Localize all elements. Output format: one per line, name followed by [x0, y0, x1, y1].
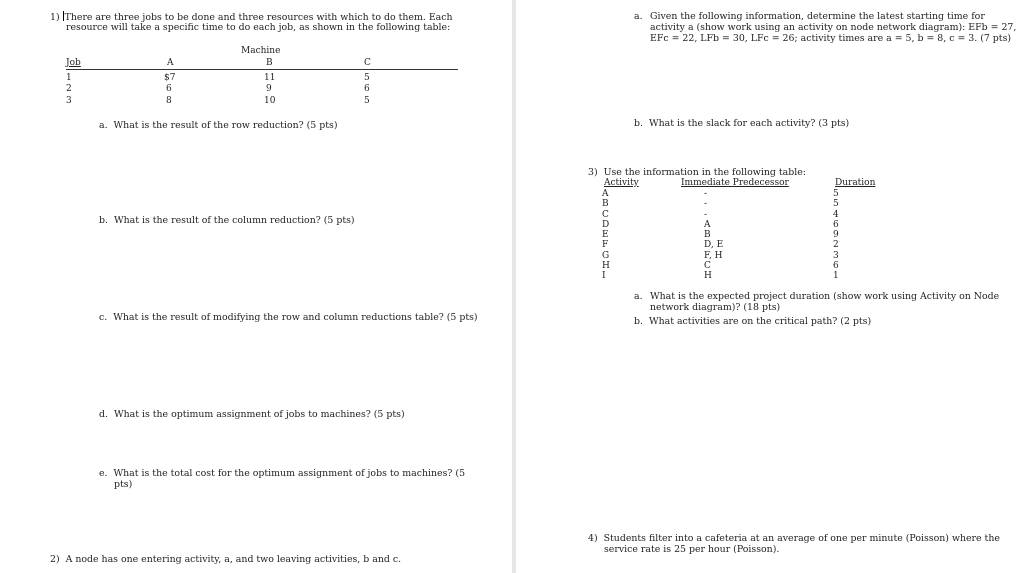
document-page-right — [516, 0, 1024, 573]
duration-cell: 4 — [833, 209, 839, 220]
question-2a-line-3: EFc = 22, LFb = 30, LFc = 26; activity times are a = 5, b = 8, c = 3. (7 pts) — [650, 33, 1012, 44]
question-2b: b. What is the slack for each activity? (3 pts) — [634, 118, 850, 129]
q3-activity-column — [602, 189, 614, 282]
question-3b: b. What activities are on the critical path? (2 pts) — [634, 316, 872, 327]
machine-header: Machine — [241, 46, 281, 56]
question-3a-line-2: network diagram)? (18 pts) — [650, 302, 781, 313]
question-2a-line-2: activity a (show work using an activity on node network diagram): EFb = 27, — [650, 22, 1017, 33]
table-cell: 5 — [364, 96, 370, 106]
question-1-line-2: resource will take a specific time to do each job, as shown in the following table: — [66, 22, 451, 33]
duration-cell: 5 — [833, 199, 839, 210]
table-cell: 9 — [266, 84, 272, 94]
question-1-line-1: 1) There are three jobs to be done and three resources with which to do them. Each — [50, 12, 453, 23]
predecessor-cell: D, E — [704, 240, 724, 251]
question-3-intro: 3) Use the information in the following table: — [588, 167, 806, 178]
table-cell: 10 — [264, 96, 276, 106]
predecessor-cell: H — [704, 271, 712, 282]
question-1e-line-1: e. What is the total cost for the optimum assignment of jobs to machines? (5 — [99, 468, 466, 479]
duration-cell: 1 — [833, 271, 839, 282]
duration-cell: 3 — [833, 250, 839, 261]
activity-cell: H — [602, 261, 610, 272]
question-2: 2) A node has one entering activity, a, and two leaving activities, b and c. — [50, 554, 402, 565]
q3-predecessor-column — [704, 189, 728, 282]
question-3a-line-1: What is the expected project duration (show work using Activity on Node — [650, 291, 1000, 302]
predecessor-cell: - — [704, 199, 708, 210]
table-cell: $7 — [164, 73, 176, 83]
duration-cell: 2 — [833, 240, 839, 251]
predecessor-cell: B — [704, 230, 711, 241]
q3-header-predecessor: Immediate Predecessor — [681, 178, 789, 188]
duration-cell: 5 — [833, 189, 839, 199]
predecessor-cell: F, H — [704, 250, 723, 261]
question-2a-marker: a. — [634, 11, 643, 22]
duration-cell: 6 — [833, 261, 839, 272]
activity-cell: G — [602, 250, 610, 261]
question-1e-line-2: pts) — [114, 479, 133, 490]
activity-cell: C — [602, 209, 609, 220]
activity-cell: D — [602, 219, 610, 230]
question-1-number: 1) — [50, 12, 60, 23]
table-cell: 2 — [66, 84, 72, 94]
activity-cell: E — [602, 230, 609, 241]
activity-cell: F — [602, 240, 609, 251]
question-1b: b. What is the result of the column reduction? (5 pts) — [99, 215, 355, 226]
text-cursor — [63, 11, 64, 21]
predecessor-cell: C — [704, 261, 711, 272]
table-cell: 6 — [166, 84, 172, 94]
question-4-line-1: 4) Students filter into a cafeteria at an average of one per minute (Poisson) where the — [588, 533, 1000, 544]
table-cell: 6 — [364, 84, 370, 94]
predecessor-cell: - — [704, 189, 708, 199]
table-header-b: B — [266, 58, 273, 68]
table-cell: 3 — [66, 96, 72, 106]
table-header-c: C — [364, 58, 371, 68]
question-1c: c. What is the result of modifying the row and column reductions table? (5 pts) — [99, 312, 478, 323]
activity-cell: I — [602, 271, 606, 282]
duration-cell: 6 — [833, 219, 839, 230]
predecessor-cell: - — [704, 209, 708, 220]
question-4-line-2: service rate is 25 per hour (Poisson). — [604, 544, 780, 555]
predecessor-cell: A — [704, 219, 711, 230]
table-cell: 8 — [166, 96, 172, 106]
table-header-job: Job — [66, 58, 81, 68]
q3-duration-column — [833, 189, 845, 282]
q3-header-activity: Activity — [604, 178, 639, 188]
table-header-a: A — [167, 58, 174, 68]
question-1a: a. What is the result of the row reduction? (5 pts) — [99, 120, 338, 131]
question-2a-line-1: Given the following information, determine the latest starting time for — [650, 11, 985, 22]
question-1d: d. What is the optimum assignment of jobs to machines? (5 pts) — [99, 409, 405, 420]
table-cell: 1 — [66, 73, 72, 83]
question-3a-marker: a. — [634, 291, 643, 302]
duration-cell: 9 — [833, 230, 839, 241]
table-cell: 5 — [364, 73, 370, 83]
table-cell: 11 — [264, 73, 276, 83]
activity-cell: A — [602, 189, 609, 199]
q3-header-duration: Duration — [835, 178, 876, 188]
activity-cell: B — [602, 199, 609, 210]
table-header-rule — [66, 69, 458, 70]
